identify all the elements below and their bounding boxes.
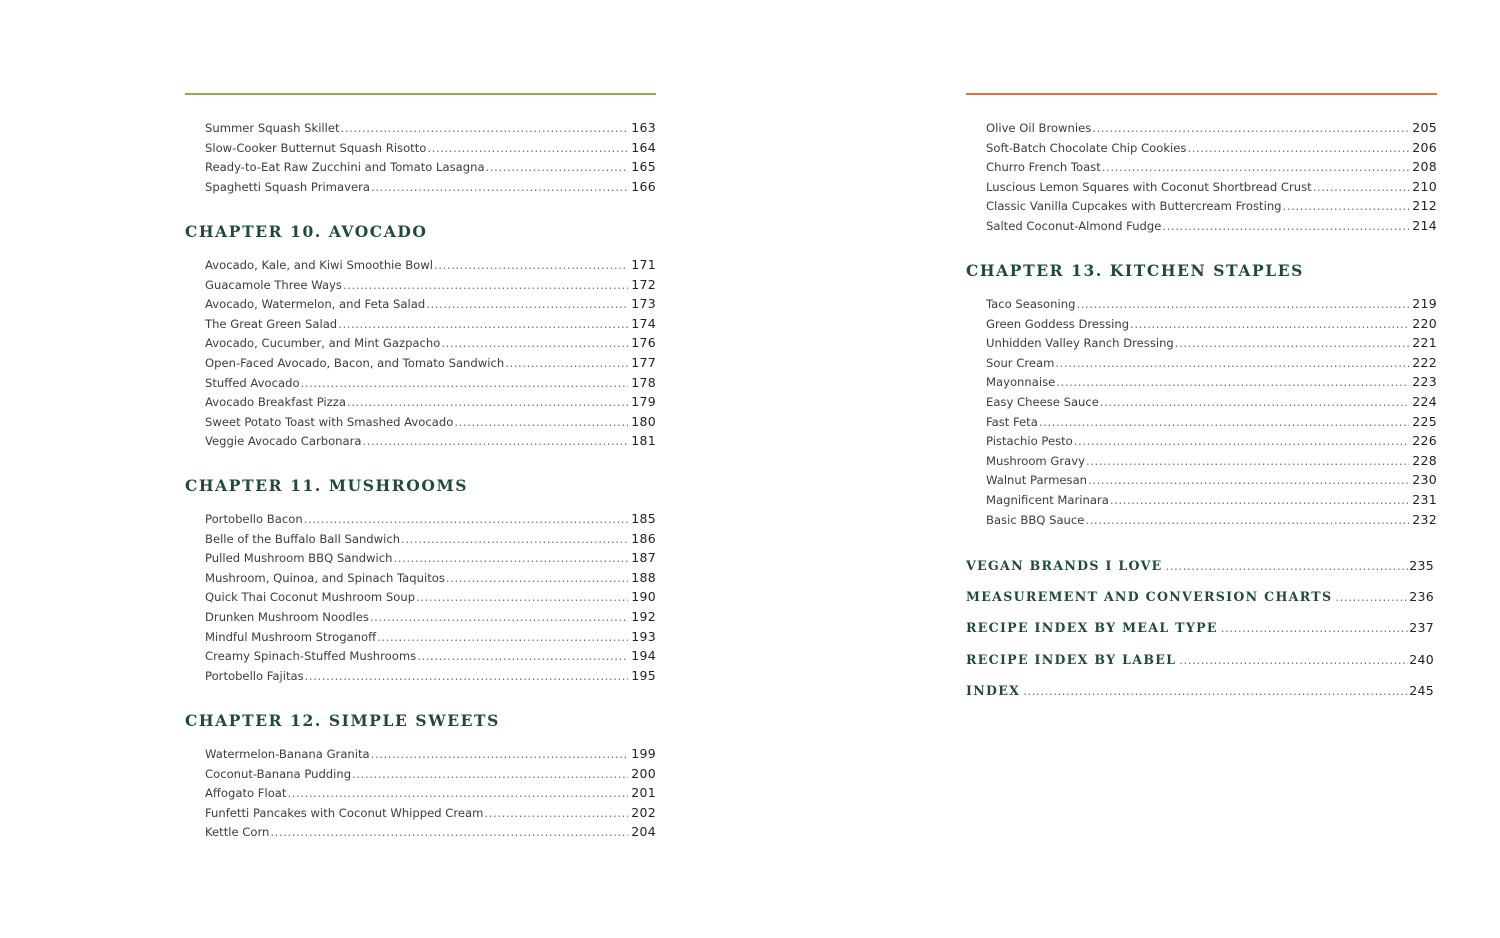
leader-dots xyxy=(341,119,629,139)
entry-title: Avocado, Cucumber, and Mint Gazpacho xyxy=(205,336,441,351)
leader-dots xyxy=(301,374,629,394)
leader-dots xyxy=(371,178,628,198)
entry-title: Pulled Mushroom BBQ Sandwich xyxy=(205,551,393,566)
leader-dots xyxy=(338,315,628,335)
entry-title: Slow-Cooker Butternut Squash Risotto xyxy=(205,140,427,155)
entry-title: Open-Faced Avocado, Bacon, and Tomato Sandwich xyxy=(205,355,505,370)
entry-page: 173 xyxy=(631,296,656,312)
toc-entry[interactable] xyxy=(966,470,1437,490)
leader-dots xyxy=(1179,650,1408,670)
entry-page: 226 xyxy=(1412,433,1437,449)
chapter-11-entries xyxy=(185,509,656,685)
leader-dots xyxy=(371,745,629,765)
toc-entry[interactable] xyxy=(185,587,656,607)
leader-dots xyxy=(1335,587,1408,607)
entry-title: Taco Seasoning xyxy=(986,297,1076,311)
entry-title: Olive Oil Brownies xyxy=(986,121,1092,135)
leader-dots xyxy=(446,569,628,589)
leader-dots xyxy=(287,784,628,804)
entry-title: Walnut Parmesan xyxy=(986,473,1088,488)
toc-entry[interactable] xyxy=(185,333,656,353)
toc-entry[interactable] xyxy=(185,157,656,177)
entry-title: Avocado, Kale, and Kiwi Smoothie Bowl xyxy=(205,258,433,272)
entry-page: 200 xyxy=(631,765,656,781)
toc-entry[interactable] xyxy=(185,646,656,666)
back-matter-page: 235 xyxy=(1409,558,1434,573)
entry-page: 195 xyxy=(631,667,656,683)
toc-entry[interactable] xyxy=(966,196,1437,216)
entry-page: 178 xyxy=(631,374,656,390)
back-matter-page: 236 xyxy=(1409,589,1434,604)
toc-entry[interactable] xyxy=(185,822,656,842)
leader-dots xyxy=(377,628,628,648)
chapter-13-heading[interactable]: CHAPTER 13. KITCHEN STAPLES xyxy=(966,261,1304,280)
toc-entry[interactable] xyxy=(966,431,1437,451)
leader-dots xyxy=(394,549,629,569)
leader-dots xyxy=(1074,432,1409,452)
entry-page: 210 xyxy=(1412,178,1437,194)
leader-dots xyxy=(434,256,628,276)
back-matter-index[interactable] xyxy=(966,681,1434,701)
entry-page: 177 xyxy=(631,354,656,370)
leader-dots xyxy=(305,667,629,687)
entry-page: 204 xyxy=(631,824,656,840)
toc-entry[interactable] xyxy=(185,275,656,295)
entry-title: Unhidden Valley Ranch Dressing xyxy=(986,336,1174,351)
toc-entry[interactable] xyxy=(966,157,1437,177)
leader-dots xyxy=(1110,491,1409,511)
leader-dots xyxy=(505,354,628,374)
leader-dots xyxy=(454,413,628,433)
right-page-rule xyxy=(966,93,1437,95)
toc-entry[interactable] xyxy=(185,783,656,803)
toc-entry[interactable] xyxy=(185,529,656,549)
entry-page: 166 xyxy=(631,178,656,194)
toc-entry[interactable] xyxy=(966,510,1437,530)
back-matter-page: 237 xyxy=(1409,620,1434,635)
entry-page: 190 xyxy=(631,589,656,605)
toc-entry[interactable] xyxy=(185,627,656,647)
chapter-11-heading[interactable]: CHAPTER 11. MUSHROOMS xyxy=(185,476,468,495)
entry-title: The Great Green Salad xyxy=(205,316,338,331)
entry-title: Mushroom Gravy xyxy=(986,453,1085,468)
toc-entry[interactable] xyxy=(185,509,656,529)
entry-title: Soft-Batch Chocolate Chip Cookies xyxy=(986,140,1187,155)
entry-title: Kettle Corn xyxy=(205,825,270,840)
entry-page: 231 xyxy=(1412,491,1437,507)
entry-title: Quick Thai Coconut Mushroom Soup xyxy=(205,590,416,605)
toc-entry[interactable] xyxy=(185,314,656,334)
entry-page: 192 xyxy=(631,608,656,624)
entry-title: Avocado, Watermelon, and Feta Salad xyxy=(205,297,426,312)
toc-entry[interactable] xyxy=(966,392,1437,412)
toc-entry[interactable] xyxy=(185,744,656,764)
leader-dots xyxy=(1221,618,1408,638)
entry-page: 224 xyxy=(1412,393,1437,409)
back-matter-title: RECIPE INDEX BY LABEL xyxy=(966,652,1177,667)
entry-page: 225 xyxy=(1412,413,1437,429)
toc-entry[interactable] xyxy=(966,333,1437,353)
chapter-10-entries xyxy=(185,255,656,451)
leader-dots xyxy=(352,765,628,785)
entry-title: Pistachio Pesto xyxy=(986,434,1073,449)
leader-dots xyxy=(441,334,628,354)
toc-entry[interactable] xyxy=(185,412,656,432)
entry-page: 220 xyxy=(1412,315,1437,331)
back-matter-page: 240 xyxy=(1409,652,1434,667)
toc-entry[interactable] xyxy=(966,177,1437,197)
toc-entry[interactable] xyxy=(185,177,656,197)
toc-entry[interactable] xyxy=(966,490,1437,510)
leader-dots xyxy=(1086,452,1409,472)
entry-page: 187 xyxy=(631,550,656,566)
toc-entry[interactable] xyxy=(966,353,1437,373)
entry-title: Easy Cheese Sauce xyxy=(986,394,1099,409)
entry-title: Churro French Toast xyxy=(986,160,1101,175)
entry-title: Guacamole Three Ways xyxy=(205,277,342,292)
entry-title: Ready-to-Eat Raw Zucchini and Tomato Lasagna xyxy=(205,160,485,175)
leader-dots xyxy=(1085,511,1409,531)
entry-page: 185 xyxy=(631,511,656,526)
entry-title: Portobello Bacon xyxy=(205,512,303,526)
toc-entry[interactable] xyxy=(185,392,656,412)
entry-title: Portobello Fajitas xyxy=(205,668,304,683)
entry-title: Sour Cream xyxy=(986,355,1055,370)
back-matter-title: VEGAN BRANDS I LOVE xyxy=(966,558,1163,573)
right-top-entries xyxy=(966,118,1437,236)
entry-title: Spaghetti Squash Primavera xyxy=(205,179,370,194)
entry-page: 202 xyxy=(631,804,656,820)
back-matter-index-label[interactable] xyxy=(966,650,1434,670)
leader-dots xyxy=(486,158,629,178)
entry-page: 193 xyxy=(631,628,656,644)
leader-dots xyxy=(484,804,628,824)
back-matter-measurement-charts[interactable] xyxy=(966,587,1434,607)
entry-page: 230 xyxy=(1412,472,1437,488)
entry-title: Belle of the Buffalo Ball Sandwich xyxy=(205,531,401,546)
leader-dots xyxy=(417,647,628,667)
entry-page: 232 xyxy=(1412,511,1437,527)
entry-page: 223 xyxy=(1412,374,1437,390)
leader-dots xyxy=(1023,681,1408,701)
entry-page: 174 xyxy=(631,315,656,331)
entry-title: Mayonnaise xyxy=(986,375,1056,390)
entry-page: 205 xyxy=(1412,120,1437,135)
leader-dots xyxy=(1187,139,1409,159)
toc-entry[interactable] xyxy=(185,607,656,627)
entry-title: Magnificent Marinara xyxy=(986,492,1109,507)
entry-title: Classic Vanilla Cupcakes with Buttercream Frosting xyxy=(986,199,1282,214)
toc-entry[interactable] xyxy=(966,372,1437,392)
entry-title: Salted Coconut-Almond Fudge xyxy=(986,218,1162,233)
entry-title: Green Goddess Dressing xyxy=(986,316,1130,331)
leader-dots xyxy=(401,530,628,550)
back-matter-title: RECIPE INDEX BY MEAL TYPE xyxy=(966,620,1218,635)
leader-dots xyxy=(1166,556,1409,576)
leader-dots xyxy=(1056,373,1409,393)
leader-dots xyxy=(426,295,628,315)
leader-dots xyxy=(1175,334,1409,354)
toc-entry[interactable] xyxy=(185,255,656,275)
entry-page: 180 xyxy=(631,413,656,429)
leader-dots xyxy=(1055,354,1409,374)
toc-entry[interactable] xyxy=(966,451,1437,471)
toc-entry[interactable] xyxy=(185,118,656,138)
entry-title: Affogato Float xyxy=(205,786,287,801)
chapter-13-entries xyxy=(966,294,1437,529)
leader-dots xyxy=(1313,178,1410,198)
leader-dots xyxy=(416,588,628,608)
leader-dots xyxy=(1283,197,1410,217)
chapter-10-heading[interactable]: CHAPTER 10. AVOCADO xyxy=(185,222,428,241)
entry-title: Sweet Potato Toast with Smashed Avocado xyxy=(205,414,454,429)
entry-page: 219 xyxy=(1412,296,1437,311)
leader-dots xyxy=(1088,471,1409,491)
entry-title: Coconut-Banana Pudding xyxy=(205,766,352,781)
entry-title: Luscious Lemon Squares with Coconut Shortbread Crust xyxy=(986,179,1312,194)
entry-title: Drunken Mushroom Noodles xyxy=(205,609,369,624)
entry-title: Basic BBQ Sauce xyxy=(986,512,1085,527)
toc-entry[interactable] xyxy=(966,294,1437,314)
toc-entry[interactable] xyxy=(185,764,656,784)
leader-dots xyxy=(1039,413,1409,433)
entry-page: 176 xyxy=(631,335,656,351)
entry-page: 165 xyxy=(631,159,656,175)
leader-dots xyxy=(343,276,628,296)
toc-entry[interactable] xyxy=(185,803,656,823)
entry-page: 188 xyxy=(631,569,656,585)
leader-dots xyxy=(1100,393,1409,413)
back-matter-title: INDEX xyxy=(966,683,1021,698)
back-matter-page: 245 xyxy=(1409,683,1434,698)
toc-entry[interactable] xyxy=(185,294,656,314)
back-matter-index-meal-type[interactable] xyxy=(966,618,1434,638)
toc-entry[interactable] xyxy=(185,373,656,393)
leader-dots xyxy=(1092,119,1409,139)
entry-page: 208 xyxy=(1412,159,1437,175)
chapter-12-heading[interactable]: CHAPTER 12. SIMPLE SWEETS xyxy=(185,711,500,730)
chapter-12-entries xyxy=(185,744,656,842)
entry-title: Mushroom, Quinoa, and Spinach Taquitos xyxy=(205,570,445,585)
entry-title: Watermelon-Banana Granita xyxy=(205,747,370,761)
leader-dots xyxy=(304,510,629,530)
entry-page: 163 xyxy=(631,120,656,135)
leader-dots xyxy=(1102,158,1409,178)
leader-dots xyxy=(427,139,628,159)
leader-dots xyxy=(370,608,628,628)
entry-page: 221 xyxy=(1412,335,1437,351)
entry-page: 212 xyxy=(1412,198,1437,214)
entry-title: Veggie Avocado Carbonara xyxy=(205,434,362,449)
left-page-rule xyxy=(185,93,656,95)
toc-entry[interactable] xyxy=(185,431,656,451)
entry-title: Avocado Breakfast Pizza xyxy=(205,395,346,410)
leader-dots xyxy=(1162,217,1409,237)
toc-entry[interactable] xyxy=(966,412,1437,432)
entry-title: Funfetti Pancakes with Coconut Whipped Cream xyxy=(205,805,484,820)
entry-page: 164 xyxy=(631,139,656,155)
entry-title: Stuffed Avocado xyxy=(205,375,300,390)
toc-entry[interactable] xyxy=(185,568,656,588)
back-matter-vegan-brands[interactable] xyxy=(966,556,1434,576)
left-top-entries xyxy=(185,118,656,196)
entry-page: 214 xyxy=(1412,217,1437,233)
toc-entry[interactable] xyxy=(185,138,656,158)
entry-title: Mindful Mushroom Stroganoff xyxy=(205,629,377,644)
entry-page: 201 xyxy=(631,785,656,801)
leader-dots xyxy=(1076,295,1409,315)
entry-page: 222 xyxy=(1412,354,1437,370)
back-matter-title: MEASUREMENT AND CONVERSION CHARTS xyxy=(966,589,1333,604)
entry-page: 228 xyxy=(1412,452,1437,468)
entry-page: 171 xyxy=(631,257,656,272)
entry-title: Fast Feta xyxy=(986,414,1038,429)
toc-entry[interactable] xyxy=(966,216,1437,236)
toc-entry[interactable] xyxy=(185,353,656,373)
leader-dots xyxy=(270,823,628,843)
entry-title: Summer Squash Skillet xyxy=(205,121,340,135)
toc-entry[interactable] xyxy=(966,314,1437,334)
toc-entry[interactable] xyxy=(185,666,656,686)
entry-page: 199 xyxy=(631,746,656,761)
entry-page: 172 xyxy=(631,276,656,292)
leader-dots xyxy=(363,432,629,452)
entry-page: 179 xyxy=(631,394,656,410)
leader-dots xyxy=(1130,315,1409,335)
entry-title: Creamy Spinach-Stuffed Mushrooms xyxy=(205,649,417,664)
toc-entry[interactable] xyxy=(185,548,656,568)
toc-entry[interactable] xyxy=(966,138,1437,158)
entry-page: 206 xyxy=(1412,139,1437,155)
entry-page: 181 xyxy=(631,433,656,449)
toc-entry[interactable] xyxy=(966,118,1437,138)
entry-page: 194 xyxy=(631,648,656,664)
leader-dots xyxy=(347,393,628,413)
entry-page: 186 xyxy=(631,530,656,546)
